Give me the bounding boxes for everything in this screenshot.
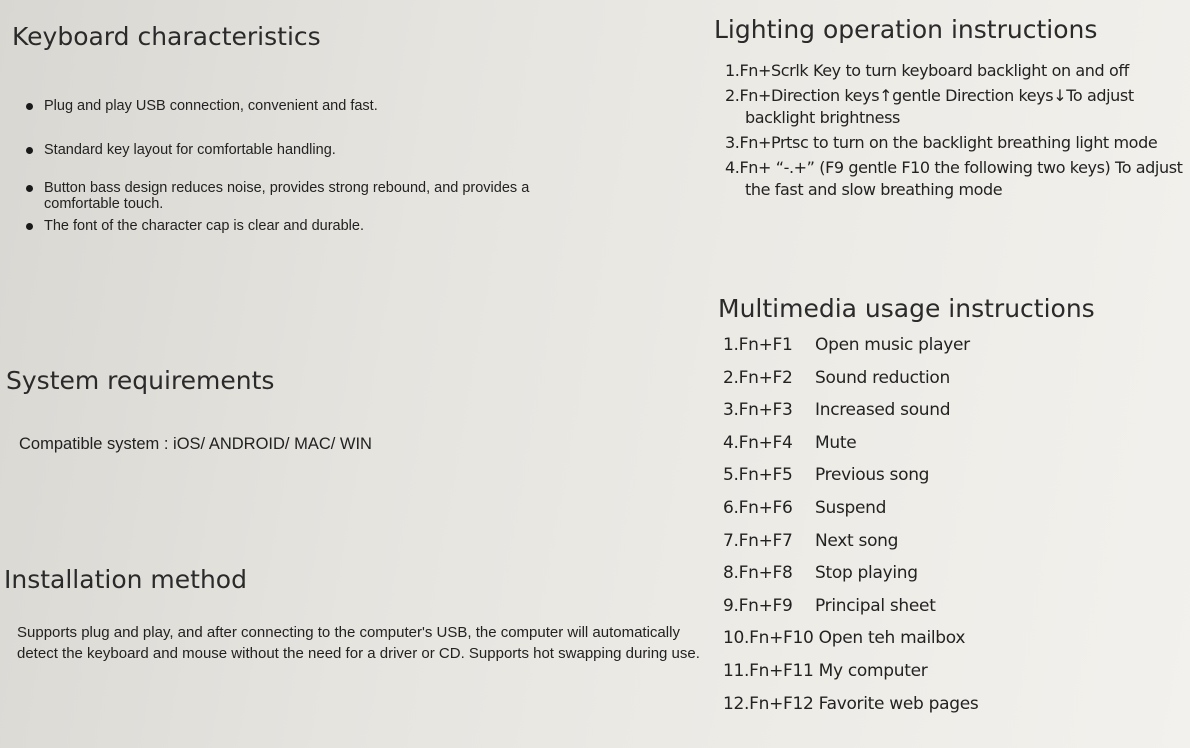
shortcut-key: 11.Fn+F11 — [723, 660, 814, 681]
shortcut-key: 6.Fn+F6 — [723, 497, 793, 518]
lighting-instruction-item: 1.Fn+Scrlk Key to turn keyboard backlight on and off — [725, 61, 1129, 80]
shortcut-key: 5.Fn+F5 — [723, 465, 793, 486]
multimedia-shortcut-item — [723, 465, 978, 498]
shortcut-action: Favorite web pages — [818, 693, 979, 714]
shortcut-action: Increased sound — [815, 400, 951, 421]
multimedia-shortcut-item — [723, 433, 978, 466]
system-requirements-heading: System requirements — [6, 366, 275, 395]
multimedia-shortcut-item — [723, 335, 978, 368]
multimedia-instructions-heading: Multimedia usage instructions — [718, 294, 1095, 323]
installation-text: Supports plug and play, and after connecting to the computer's USB, the computer will automatically detect the keyboard and mouse without the need for a driver or CD. Supports hot swapping during use. — [17, 624, 700, 662]
lighting-instruction-item: 3.Fn+Prtsc to turn on the backlight breathing light mode — [725, 133, 1158, 152]
compatible-system-text: Compatible system : iOS/ ANDROID/ MAC/ WIN — [19, 435, 372, 453]
shortcut-key: 7.Fn+F7 — [723, 530, 793, 551]
shortcut-action: Open teh mailbox — [818, 628, 966, 649]
shortcut-key: 4.Fn+F4 — [723, 432, 793, 453]
multimedia-shortcut-item — [723, 498, 978, 531]
shortcut-action: Principal sheet — [815, 595, 936, 616]
shortcut-key: 10.Fn+F10 — [723, 628, 814, 649]
lighting-instructions-list — [725, 60, 1185, 204]
lighting-instruction-item: 4.Fn+ “-.+” (F9 gentle F10 the following two keys) To adjust the fast and slow breathing mode — [725, 158, 1183, 199]
feature-bullet: Standard key layout for comfortable handling. — [22, 142, 642, 158]
shortcut-action: Previous song — [815, 465, 930, 486]
shortcut-key: 12.Fn+F12 — [723, 693, 814, 714]
shortcut-action: Stop playing — [815, 563, 918, 584]
multimedia-shortcut-item — [723, 400, 978, 433]
shortcut-action: Next song — [815, 530, 899, 551]
multimedia-shortcuts-list — [723, 335, 978, 726]
shortcut-key: 3.Fn+F3 — [723, 400, 793, 421]
keyboard-characteristics-heading: Keyboard characteristics — [12, 22, 321, 51]
shortcut-key: 2.Fn+F2 — [723, 367, 793, 388]
feature-bullet: The font of the character cap is clear and durable. — [22, 218, 642, 234]
shortcut-key: 1.Fn+F1 — [723, 335, 793, 355]
feature-bullet: Plug and play USB connection, convenient and fast. — [22, 98, 642, 114]
feature-bullet: Button bass design reduces noise, provides strong rebound, and provides a comfortable touch. — [22, 180, 544, 212]
shortcut-action: My computer — [818, 660, 928, 681]
shortcut-action: Suspend — [815, 497, 887, 518]
multimedia-shortcut-item — [723, 694, 978, 727]
shortcut-key: 8.Fn+F8 — [723, 563, 793, 584]
multimedia-shortcut-item — [723, 596, 978, 629]
shortcut-key: 9.Fn+F9 — [723, 595, 793, 616]
multimedia-shortcut-item — [723, 563, 978, 596]
shortcut-action: Sound reduction — [815, 367, 950, 388]
lighting-instructions-heading: Lighting operation instructions — [714, 15, 1098, 44]
multimedia-shortcut-item — [723, 628, 978, 661]
multimedia-shortcut-item — [723, 531, 978, 564]
installation-method-heading: Installation method — [4, 565, 247, 594]
multimedia-shortcut-item — [723, 661, 978, 694]
lighting-instruction-item: 2.Fn+Direction keys↑gentle Direction keys↓To adjust backlight brightness — [725, 86, 1134, 127]
multimedia-shortcut-item — [723, 368, 978, 401]
shortcut-action: Mute — [815, 432, 857, 453]
shortcut-action: Open music player — [815, 335, 970, 355]
keyboard-features-list — [22, 92, 642, 234]
